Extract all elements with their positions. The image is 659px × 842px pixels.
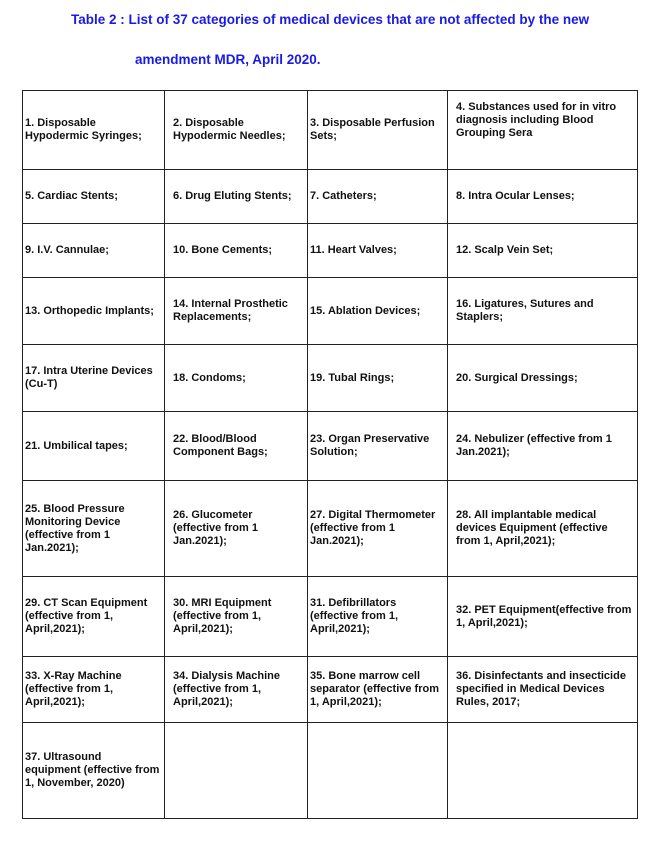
- table-row: [23, 657, 638, 723]
- table-cell: 13. Orthopedic Implants;: [23, 278, 165, 345]
- table-cell: 2. Disposable Hypodermic Needles;: [165, 91, 308, 170]
- table-title-line-1: Table 2 : List of 37 categories of medical devices that are not affected by the new: [71, 12, 590, 27]
- table-cell: 4. Substances used for in vitro diagnosis including Blood Grouping Sera: [448, 91, 638, 170]
- table-cell: 1. Disposable Hypodermic Syringes;: [23, 91, 165, 170]
- table-cell: 3. Disposable Perfusion Sets;: [308, 91, 448, 170]
- table-cell: 22. Blood/Blood Component Bags;: [165, 412, 308, 481]
- table-cell: 34. Dialysis Machine (effective from 1, April,2021);: [165, 657, 308, 723]
- table-cell: 20. Surgical Dressings;: [448, 345, 638, 412]
- table-cell: 7. Catheters;: [308, 170, 448, 224]
- table-cell: 17. Intra Uterine Devices (Cu-T): [23, 345, 165, 412]
- table-row: [23, 481, 638, 577]
- table-cell: 16. Ligatures, Sutures and Staplers;: [448, 278, 638, 345]
- table-cell: 25. Blood Pressure Monitoring Device (effective from 1 Jan.2021);: [23, 481, 165, 577]
- table-row: [23, 170, 638, 224]
- table-cell: 14. Internal Prosthetic Replacements;: [165, 278, 308, 345]
- table-cell: 31. Defibrillators (effective from 1, April,2021);: [308, 577, 448, 657]
- table-row: [23, 224, 638, 278]
- table-cell: 26. Glucometer (effective from 1 Jan.2021);: [165, 481, 308, 577]
- table-cell: 11. Heart Valves;: [308, 224, 448, 278]
- table-cell: 10. Bone Cements;: [165, 224, 308, 278]
- table-cell: 36. Disinfectants and insecticide specified in Medical Devices Rules, 2017;: [448, 657, 638, 723]
- table-cell: 21. Umbilical tapes;: [23, 412, 165, 481]
- table-cell: 9. I.V. Cannulae;: [23, 224, 165, 278]
- table-title-line-2: amendment MDR, April 2020.: [135, 52, 321, 67]
- table-cell: 29. CT Scan Equipment (effective from 1, April,2021);: [23, 577, 165, 657]
- table-cell: 30. MRI Equipment (effective from 1, April,2021);: [165, 577, 308, 657]
- medical-devices-table: [22, 90, 638, 819]
- table-row: [23, 412, 638, 481]
- table-row: [23, 577, 638, 657]
- table-cell: 8. Intra Ocular Lenses;: [448, 170, 638, 224]
- table-cell: 18. Condoms;: [165, 345, 308, 412]
- table-cell: 33. X-Ray Machine (effective from 1, April,2021);: [23, 657, 165, 723]
- table-cell: 28. All implantable medical devices Equipment (effective from 1, April,2021);: [448, 481, 638, 577]
- table-row: [23, 723, 638, 819]
- table-cell: 32. PET Equipment(effective from 1, April,2021);: [448, 577, 638, 657]
- table-cell: 15. Ablation Devices;: [308, 278, 448, 345]
- table-cell-empty: [448, 723, 638, 819]
- table-cell: 37. Ultrasound equipment (effective from 1, November, 2020): [23, 723, 165, 819]
- table-row: [23, 278, 638, 345]
- table-cell: 23. Organ Preservative Solution;: [308, 412, 448, 481]
- table-cell: 12. Scalp Vein Set;: [448, 224, 638, 278]
- table-cell-empty: [165, 723, 308, 819]
- table-cell: 5. Cardiac Stents;: [23, 170, 165, 224]
- table-cell: 27. Digital Thermometer (effective from 1 Jan.2021);: [308, 481, 448, 577]
- table-cell: 35. Bone marrow cell separator (effective from 1, April,2021);: [308, 657, 448, 723]
- table-row: [23, 345, 638, 412]
- table-cell: 19. Tubal Rings;: [308, 345, 448, 412]
- table-cell-empty: [308, 723, 448, 819]
- table-cell: 24. Nebulizer (effective from 1 Jan.2021);: [448, 412, 638, 481]
- table-cell: 6. Drug Eluting Stents;: [165, 170, 308, 224]
- table-row: [23, 91, 638, 170]
